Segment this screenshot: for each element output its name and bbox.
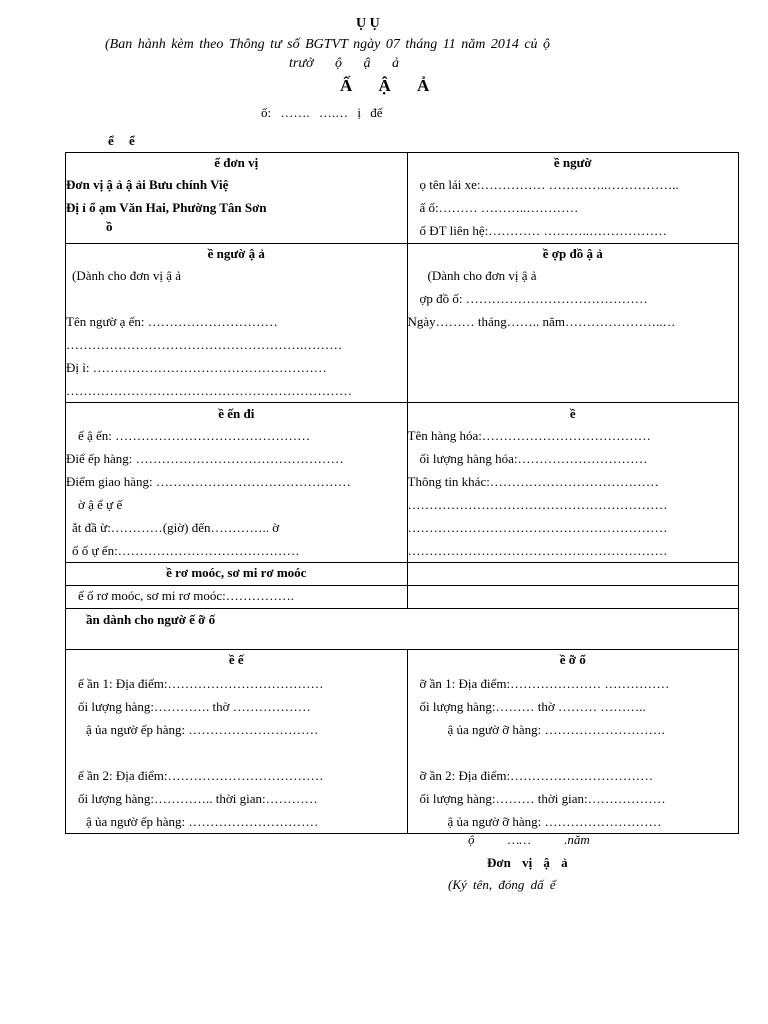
unit-name-line: Đơn vị ậ ả ậ ải Bưu chính Việ	[66, 177, 229, 192]
section-transporter-contract	[66, 244, 739, 403]
footer-sign: (Ký tên, đóng dấ ế	[448, 877, 556, 892]
trip-time-label: ờ ậ ế ự ế	[78, 497, 123, 512]
main-title: Ấ Ậ Ả	[340, 76, 430, 95]
trip-delivery-line[interactable]: Điểm giao hàng: ………………………………………	[66, 474, 351, 489]
unit-info-cell	[66, 153, 408, 244]
section-trailer	[66, 563, 739, 586]
section-unit-driver	[66, 153, 739, 244]
unloading-2-place[interactable]: ỡ ần 2: Địa điểm:……………………………	[419, 768, 654, 783]
trip-distance-line[interactable]: ổ ố ự ến:……………………………………	[72, 543, 300, 558]
unloading-1-sign[interactable]: ậ ủa ngườ ỡ hàng: ……………………….	[447, 722, 665, 737]
contract-date-line[interactable]: Ngày……… tháng…….. năm…………………..…	[407, 314, 676, 329]
transporter-address-cont[interactable]: …………………………………………………………	[66, 383, 352, 398]
unloading-cell	[407, 650, 738, 834]
trip-route-line[interactable]: ế ậ ến: ………………………………………	[78, 428, 311, 443]
section-trailer-number	[66, 586, 739, 609]
contract-cell	[407, 244, 738, 403]
trip-heading: ề ến đi	[218, 406, 255, 421]
intro-line: ể ể	[108, 133, 135, 148]
contract-note: (Dành cho đơn vị ậ ả	[427, 268, 537, 283]
loader-heading: ần dành cho ngườ ế ỡ ố	[86, 612, 216, 627]
goods-other-line[interactable]: Thông tin khác:…………………………………	[407, 474, 659, 489]
loading-1-sign[interactable]: ậ ủa ngườ ếp hàng: …………………………	[86, 722, 319, 737]
goods-other-cont3[interactable]: ……………………………………………………	[407, 543, 668, 558]
trip-pickup-line[interactable]: Điể ếp hàng: …………………………………………	[66, 451, 344, 466]
loading-spacer	[66, 741, 407, 764]
trailer-number-line[interactable]: ể ố rơ moóc, sơ mi rơ moóc:…………….	[78, 588, 294, 603]
goods-other-cont1[interactable]: ……………………………………………………	[407, 497, 668, 512]
loading-2-sign[interactable]: ậ ủa ngườ ếp hàng: …………………………	[86, 814, 319, 829]
trailer-number-cell	[66, 586, 408, 609]
unloading-1-place[interactable]: ỡ ần 1: Địa điểm:………………… ……………	[419, 676, 670, 691]
transporter-spacer	[66, 287, 407, 310]
goods-other-cont2[interactable]: ……………………………………………………	[407, 520, 668, 535]
unloading-1-weight[interactable]: ối lượng hàng:……… thờ ……… ………..	[419, 699, 646, 714]
loading-1-weight[interactable]: ối lượng hàng:…………. thờ ………………	[78, 699, 311, 714]
goods-name-line[interactable]: Tên hàng hóa:…………………………………	[407, 428, 651, 443]
loading-2-weight[interactable]: ối lượng hàng:………….. thời gian:…………	[78, 791, 318, 806]
contract-number-line[interactable]: ợp đồ ố: ……………………………………	[419, 291, 648, 306]
trailer-number-empty	[407, 586, 738, 609]
loading-cell	[66, 650, 408, 834]
number-line: ố: ……. ….… ị đế	[261, 105, 383, 120]
doc-title: Ụ Ụ	[356, 16, 380, 31]
transporter-name-line[interactable]: Tên ngườ ạ ến: …………………………	[66, 314, 278, 329]
driver-info-cell	[407, 153, 738, 244]
driver-phone-line[interactable]: ố ĐT liên hệ:………… ………..………………	[419, 223, 667, 238]
section-load-unload	[66, 650, 739, 834]
trip-cell	[66, 403, 408, 563]
transporter-note: (Dành cho đơn vị ậ ả	[72, 268, 182, 283]
unloading-spacer	[408, 741, 738, 764]
driver-license-line[interactable]: ấ ố:……… ………..…………	[419, 200, 579, 215]
unloading-2-weight[interactable]: ối lượng hàng:……… thời gian:………………	[419, 791, 666, 806]
unit-address-line2: ồ	[106, 219, 113, 234]
unloading-2-sign[interactable]: ậ ủa ngườ ỡ hàng: ………………………	[447, 814, 662, 829]
footer-org: Đơn vị ậ ả	[487, 855, 568, 870]
loading-heading: ề ế	[228, 652, 244, 667]
footer-date-line: ộ …… .năm	[468, 832, 590, 847]
goods-heading: ề	[569, 406, 576, 421]
shipping-form-table	[65, 152, 739, 834]
unloading-heading: ề ỡ ố	[559, 652, 586, 667]
driver-name-line[interactable]: ọ tên lái xe:…………… …………..……………..	[419, 177, 679, 192]
goods-weight-line[interactable]: ối lượng hàng hóa:…………………………	[419, 451, 648, 466]
transporter-cell	[66, 244, 408, 403]
unit-address-line: Đị ỉ ổ ạm Văn Hai, Phường Tân Sơn	[66, 200, 267, 215]
transporter-address-line[interactable]: Đị ỉ: ………………………………………………	[66, 360, 327, 375]
unit-info-heading: ể đơn vị	[214, 155, 259, 170]
loader-heading-cell	[66, 609, 739, 650]
transporter-heading: ề ngườ ậ ả	[207, 246, 265, 261]
section-loader	[66, 609, 739, 650]
trailer-heading-empty	[407, 563, 738, 586]
trailer-heading-cell	[66, 563, 408, 586]
driver-info-heading: ề ngườ	[553, 155, 592, 170]
transporter-name-cont[interactable]: ……………………………………………….………	[66, 337, 343, 352]
loading-2-place[interactable]: ế ần 2: Địa điểm:………………………………	[78, 768, 324, 783]
contract-heading: ề ợp đồ ậ ả	[542, 246, 603, 261]
doc-subtitle-line1: (Ban hành kèm theo Thông tư số BGTVT ngày 07 tháng 11 năm 2014 củ ộ	[105, 37, 551, 52]
doc-subtitle-line2: trưở ộ ậ ả	[289, 56, 399, 71]
section-trip-goods	[66, 403, 739, 563]
trip-time-line[interactable]: ắt đầ ừ:…………(giờ) đến………….. ờ	[72, 520, 280, 535]
loading-1-place[interactable]: ế ần 1: Địa điểm:………………………………	[78, 676, 324, 691]
goods-cell	[407, 403, 738, 563]
trailer-heading: ề rơ moóc, sơ mi rơ moóc	[166, 565, 307, 580]
